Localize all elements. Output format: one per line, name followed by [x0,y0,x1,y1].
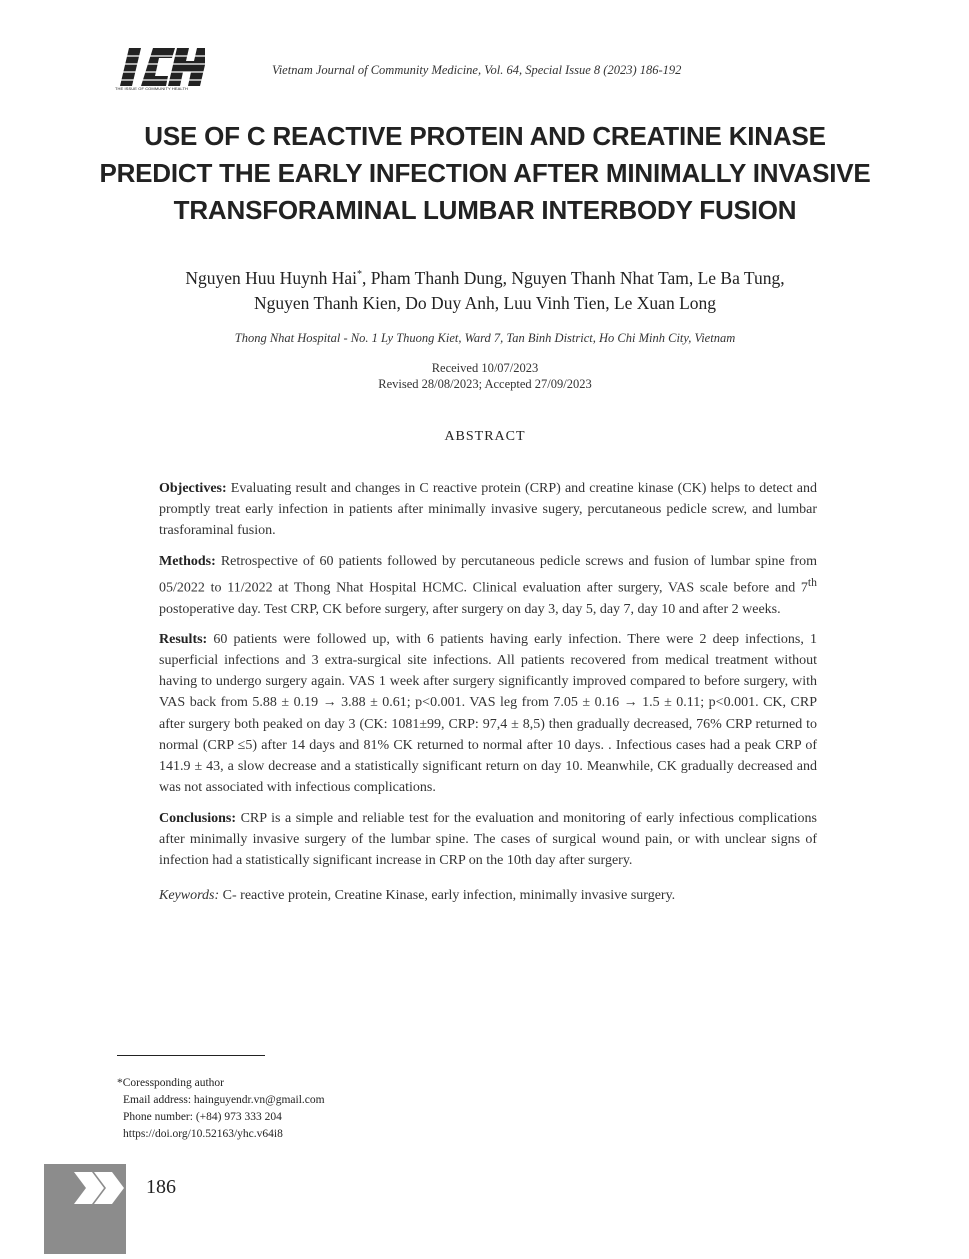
title-line: PREDICT THE EARLY INFECTION AFTER MINIMALLY INVASIVE [99,158,871,188]
conclusions-label: Conclusions: [159,810,237,826]
footnote-rule [117,1055,265,1056]
results-paragraph [159,629,817,799]
corresponding-mark: * [356,269,362,280]
author-line [80,262,890,291]
title-line: USE OF C REACTIVE PROTEIN AND CREATINE KINASE [144,121,826,151]
affiliation: Thong Nhat Hospital - No. 1 Ly Thuong Kiet, Ward 7, Tan Binh District, Ho Chi Minh City, Vietnam [234,331,736,345]
results-label: Results: [159,631,208,647]
revised-accepted-date: Revised 28/08/2023; Accepted 27/09/2023 [378,377,592,391]
doi-link[interactable]: https://doi.org/10.52163/yhc.v64i8 [123,1128,283,1140]
conclusions-paragraph [159,808,817,872]
methods-text: Retrospective of 60 patients followed by percutaneous pedicle screws and fusion of lumbar spine from 05/2022 to 11/2022 at Thong Nhat Hospital HCMC. Clinical evaluation after surgery, VAS scale before and 7 [159,553,817,596]
results-text: 60 patients were followed up, with 6 patients having early infection. There were 2 deep infections, 1 superficial infections and 3 extra-surgical site infections. All patients recovered from medical treatment without having to undergo surgery again. VAS 1 week after surgery significantly improved compared to before surgery, with VAS back from 5.88 ± 0.19 → 3.88 ± 0.61; p<0.001. VAS leg from 7.05 ± 0.16 → 1.5 ± 0.11; p<0.001. CK, CRP after surgery both peaked on day 3 (CK: 1081±99, CRP: 97,4 ± 8,5) then gradually decreased, 76% CRP returned to normal (CRP ≤5) after 14 days and 81% CK returned to normal after 10 days. . Infectious cases had a peak CRP of 141.9 ± 43, a slow decrease and a statistically significant return on day 10. Meanwhile, CK gradually decreased and was not associated with infectious complications. [159,631,817,796]
journal-logo [115,44,205,92]
abstract-heading: ABSTRACT [444,429,526,444]
title-line: TRANSFORAMINAL LUMBAR INTERBODY FUSION [173,195,797,225]
article-dates [80,360,890,392]
author-list [80,262,890,316]
page-tab [44,1164,126,1254]
corresponding-author: Nguyen Huu Huynh Hai [185,267,357,288]
methods-label: Methods: [159,553,216,569]
methods-paragraph [159,551,817,620]
keywords-paragraph [159,885,817,906]
page-number: 186 [146,1176,176,1198]
objectives-text: Evaluating result and changes in C reactive protein (CRP) and creatine kinase (CK) helps to detect and promptly treat early infection in patients after minimally invasive sugery, percutaneous pedicle screw, and lumbar trasforaminal fusion. [159,481,817,539]
conclusions-text: CRP is a simple and reliable test for the evaluation and monitoring of early infectious complications after minimally invasive surgery of the lumbar spine. The cases of surgical wound pain, or with unclear signs of infection had a statistically significant increase in CRP on the 10th day after surgery. [159,810,817,868]
received-date: Received 10/07/2023 [431,361,539,375]
methods-text-cont: postoperative day. Test CRP, CK before surgery, after surgery on day 3, day 5, day 7, day 10 and after 2 weeks. [159,601,781,617]
paper-title [80,118,890,229]
corresponding-note: *Coressponding author [117,1077,225,1089]
double-chevron-icon [44,1164,126,1254]
journal-citation: Vietnam Journal of Community Medicine, Vol. 64, Special Issue 8 (2023) 186-192 [272,63,682,77]
author-line: Nguyen Thanh Kien, Do Duy Anh, Luu Vinh Tien, Le Xuan Long [253,292,717,313]
objectives-label: Objectives: [159,481,227,496]
keywords-label: Keywords: [159,888,220,904]
abstract-body [159,478,817,915]
phone-number: Phone number: (+84) 973 333 204 [123,1111,282,1123]
keywords-text: C- reactive protein, Creatine Kinase, early infection, minimally invasive surgery. [219,888,676,904]
objectives-paragraph [159,478,817,542]
author-names: , Pham Thanh Dung, Nguyen Thanh Nhat Tam, Le Ba Tung, [361,267,785,288]
methods-superscript: th [807,575,817,589]
logo-caption: THE ISSUE OF COMMUNITY HEALTH [115,86,188,91]
footnote [117,1075,325,1143]
email-address: Email address: hainguyendr.vn@gmail.com [123,1094,325,1106]
